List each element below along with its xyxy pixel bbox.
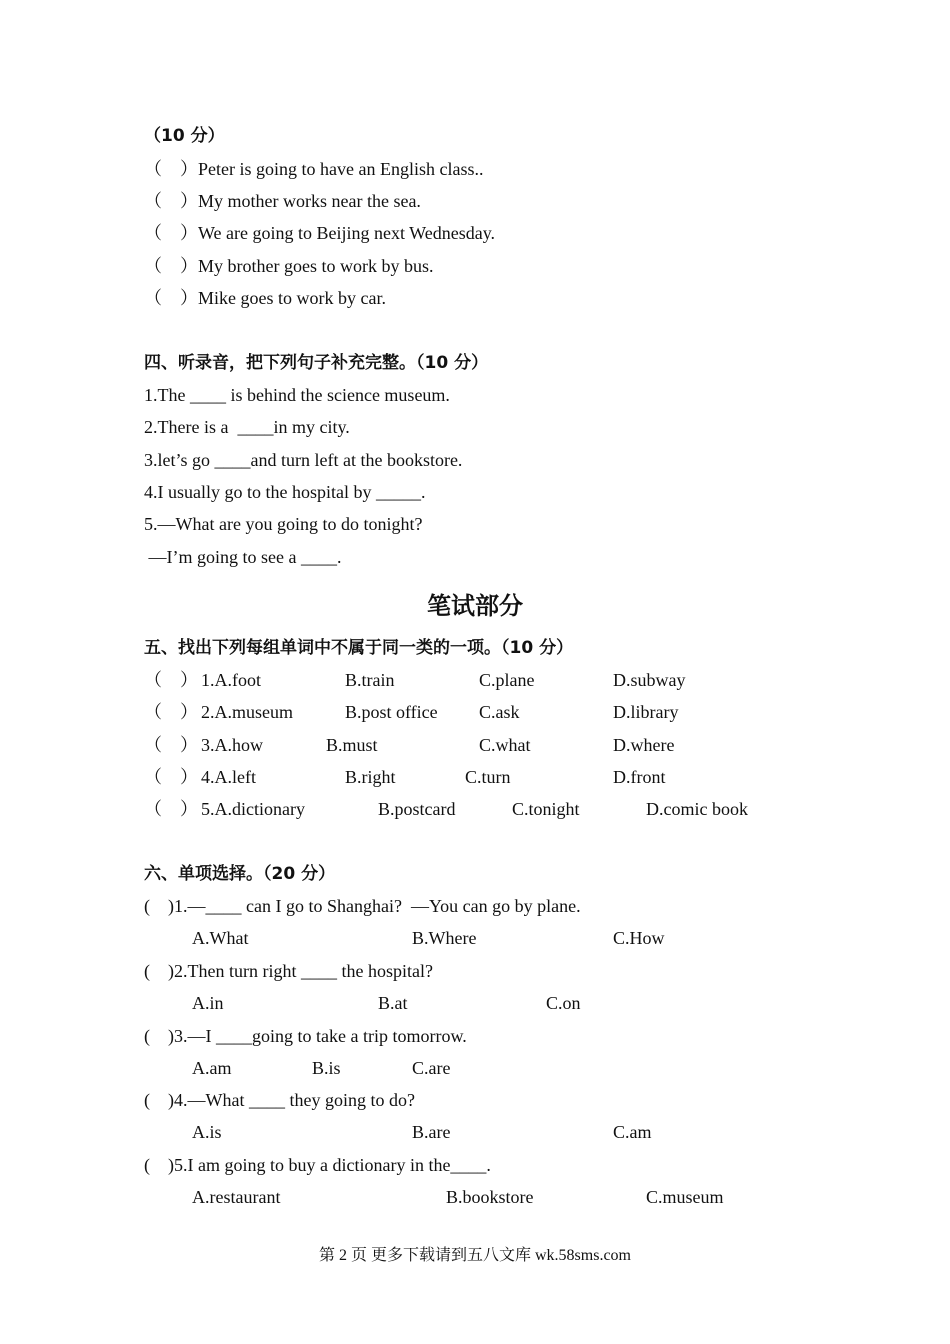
- question-text: )3.—I ____going to take a trip tomorrow.: [168, 1026, 467, 1046]
- option-a: A.is: [192, 1122, 222, 1142]
- option-d: D.subway: [613, 670, 686, 690]
- option-c: C.on: [546, 993, 581, 1013]
- option-b: B.post office: [345, 702, 438, 722]
- answer-paren: （ ）: [144, 256, 198, 276]
- option-b: B.right: [345, 767, 396, 787]
- list-item: （ ）My brother goes to work by bus.: [144, 256, 434, 276]
- option-d: D.comic book: [646, 799, 748, 819]
- option-a: 1.A.foot: [201, 670, 261, 690]
- answer-paren: （ ）: [144, 702, 198, 722]
- option-b: B.is: [312, 1058, 341, 1078]
- option-c: C.turn: [465, 767, 511, 787]
- answer-paren: （ ）: [144, 670, 198, 690]
- list-item: （ ）We are going to Beijing next Wednesday.: [144, 223, 496, 243]
- page-title: 笔试部分: [427, 592, 523, 620]
- option-c: C.plane: [479, 670, 535, 690]
- page-footer: 第 2 页 更多下载请到五八文库 wk.58sms.com: [318, 1247, 631, 1264]
- option-a: 3.A.how: [201, 735, 263, 755]
- answer-paren: (: [144, 1026, 150, 1046]
- option-c: C.am: [613, 1122, 652, 1142]
- question-text: )2.Then turn right ____ the hospital?: [168, 961, 433, 981]
- answer-paren: （ ）: [144, 799, 198, 819]
- option-b: B.Where: [412, 928, 477, 948]
- option-a: 2.A.museum: [201, 702, 293, 722]
- section4-heading: 四、听录音，把下列句子补充完整。（10 分）: [144, 353, 489, 373]
- list-item: （ ）Mike goes to work by car.: [144, 288, 386, 308]
- list-item: （ ）My mother works near the sea.: [144, 191, 421, 211]
- answer-paren: （ ）: [144, 767, 198, 787]
- section3-score: （10 分）: [144, 126, 225, 146]
- option-b: B.bookstore: [446, 1187, 534, 1207]
- option-c: C.museum: [646, 1187, 724, 1207]
- option-b: B.must: [326, 735, 378, 755]
- option-d: D.library: [613, 702, 679, 722]
- question-text: )5.I am going to buy a dictionary in the____.: [168, 1155, 491, 1175]
- answer-paren: (: [144, 1090, 150, 1110]
- list-item: 4.I usually go to the hospital by _____.: [144, 482, 426, 502]
- list-item: （ ）Peter is going to have an English class..: [144, 159, 484, 179]
- option-b: B.at: [378, 993, 408, 1013]
- option-a: A.am: [192, 1058, 232, 1078]
- list-item: 1.The ____ is behind the science museum.: [144, 385, 450, 405]
- option-b: B.postcard: [378, 799, 456, 819]
- section6-heading: 六、单项选择。（20 分）: [144, 864, 336, 884]
- option-d: D.front: [613, 767, 666, 787]
- list-item: 2.There is a ____in my city.: [144, 417, 350, 437]
- option-b: B.are: [412, 1122, 451, 1142]
- option-b: B.train: [345, 670, 395, 690]
- option-a: A.What: [192, 928, 249, 948]
- list-item: —I’m going to see a ____.: [144, 547, 342, 567]
- list-item: 3.let’s go ____and turn left at the bookstore.: [144, 450, 463, 470]
- option-a: A.restaurant: [192, 1187, 281, 1207]
- answer-paren: （ ）: [144, 735, 198, 755]
- option-a: 4.A.left: [201, 767, 256, 787]
- answer-paren: (: [144, 1155, 150, 1175]
- list-item: 5.—What are you going to do tonight?: [144, 514, 423, 534]
- question-text: )4.—What ____ they going to do?: [168, 1090, 415, 1110]
- option-c: C.are: [412, 1058, 451, 1078]
- option-a: A.in: [192, 993, 224, 1013]
- option-a: 5.A.dictionary: [201, 799, 305, 819]
- option-c: C.what: [479, 735, 531, 755]
- section5-heading: 五、找出下列每组单词中不属于同一类的一项。（10 分）: [144, 638, 574, 658]
- answer-paren: （ ）: [144, 159, 198, 179]
- answer-paren: （ ）: [144, 191, 198, 211]
- answer-paren: (: [144, 961, 150, 981]
- question-text: )1.—____ can I go to Shanghai? —You can go by plane.: [168, 896, 581, 916]
- option-c: C.How: [613, 928, 665, 948]
- answer-paren: (: [144, 896, 150, 916]
- option-c: C.tonight: [512, 799, 580, 819]
- answer-paren: （ ）: [144, 223, 198, 243]
- answer-paren: （ ）: [144, 288, 198, 308]
- option-d: D.where: [613, 735, 675, 755]
- option-c: C.ask: [479, 702, 520, 722]
